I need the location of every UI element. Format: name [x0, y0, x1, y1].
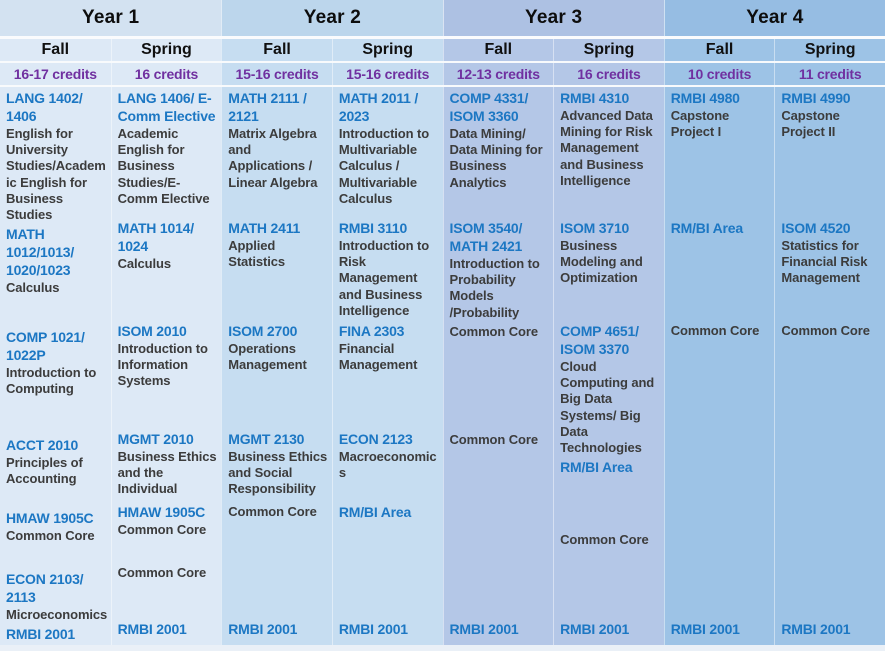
course-title: Common Core: [117, 565, 207, 580]
course-column-year2-spring: [332, 87, 443, 645]
credits-label: 11 credits: [798, 66, 862, 82]
course-title: Advanced Data Mining for Risk Management and Business Intelligence: [560, 107, 653, 188]
course-title: Common Core: [228, 504, 317, 519]
course-code: RMBI 2001: [117, 621, 187, 637]
course-title: Statistics for Financial Risk Management: [781, 237, 868, 286]
semester-label: Fall: [263, 41, 291, 58]
credits-label: 15-16 credits: [346, 66, 430, 82]
course-code: LANG 1406/ E-Comm Elective: [117, 90, 216, 124]
course-code: ISOM 2010: [117, 323, 187, 339]
semester-header-year4-fall: [664, 39, 775, 61]
year-header-3: [443, 0, 664, 36]
course-code: RMBI 2001: [6, 626, 76, 643]
course-cell: [0, 623, 111, 645]
semester-label: Spring: [141, 41, 192, 58]
semester-header-year3-spring: [553, 39, 664, 61]
course-cell: [0, 326, 111, 434]
course-title: Capstone Project I: [670, 107, 730, 140]
course-code: RMBI 2001: [781, 621, 851, 637]
course-cell: [665, 320, 775, 428]
course-cell: [665, 501, 775, 562]
course-cell: [554, 618, 664, 645]
credits-year2-fall: [221, 63, 332, 85]
course-title: Calculus: [6, 280, 60, 296]
course-title: Financial Management: [338, 340, 418, 373]
course-code: HMAW 1905C: [117, 504, 206, 520]
course-code: RMBI 2001: [449, 621, 519, 637]
course-cell: [665, 217, 775, 320]
semester-header-year4-spring: [774, 39, 885, 61]
course-cell: [333, 562, 443, 618]
course-column-year1-fall: [0, 87, 111, 645]
course-column-year1-spring: [111, 87, 222, 645]
course-code: ACCT 2010: [6, 437, 79, 454]
course-title: Matrix Algebra and Applications / Linear Algebra: [228, 125, 318, 190]
course-code: RMBI 2001: [560, 621, 630, 637]
course-cell: [665, 562, 775, 618]
course-cell: [0, 87, 111, 223]
semester-header-row: [0, 39, 885, 61]
course-title: Capstone Project II: [781, 107, 840, 140]
course-code: RMBI 4980: [670, 90, 740, 106]
course-cell: [554, 87, 664, 217]
course-code: HMAW 1905C: [6, 510, 94, 527]
course-code: MGMT 2130: [228, 431, 305, 447]
course-cell: [775, 618, 885, 645]
course-cell: [222, 501, 332, 562]
course-code: FINA 2303: [338, 323, 405, 339]
course-cell: [222, 562, 332, 618]
course-code: COMP 4651/ ISOM 3370: [560, 323, 639, 357]
year-label: Year 3: [525, 7, 583, 28]
course-title: Calculus: [117, 255, 172, 271]
course-cell: [444, 618, 554, 645]
course-cell: [444, 563, 554, 618]
semester-label: Fall: [41, 41, 70, 58]
course-column-year2-fall: [221, 87, 332, 645]
credits-label: 15-16 credits: [235, 66, 319, 82]
course-grid: [0, 87, 885, 645]
semester-label: Spring: [583, 41, 635, 58]
course-code: MATH 2011 / 2023: [338, 90, 419, 124]
course-title: Common Core: [449, 431, 538, 447]
semester-header-year1-spring: [111, 39, 222, 61]
course-cell: [775, 217, 885, 320]
bottom-margin: [0, 645, 885, 651]
course-cell: [333, 501, 443, 562]
course-cell: [112, 217, 222, 320]
year-header-1: [0, 0, 221, 36]
course-cell: [775, 562, 885, 618]
semester-header-year1-fall: [0, 39, 111, 61]
course-code: MATH 2111 / 2121: [228, 90, 307, 124]
course-code: ISOM 3710: [560, 220, 630, 236]
course-cell: [775, 320, 885, 428]
course-code: RMBI 4990: [781, 90, 851, 106]
course-title: English for University Studies/Academic English for Business Studies: [6, 125, 106, 223]
course-cell: [222, 428, 332, 501]
course-title: Operations Management: [228, 340, 307, 373]
course-cell: [554, 529, 664, 590]
course-title: Introduction to Multivariable Calculus / Multivariable Calculus: [338, 125, 430, 206]
course-cell: [554, 217, 664, 320]
course-code: RMBI 4310: [560, 90, 630, 106]
course-code: ECON 2103/ 2113: [6, 571, 84, 606]
semester-header-year2-fall: [221, 39, 332, 61]
course-title: Microeconomics: [6, 607, 108, 623]
credits-year2-spring: [332, 63, 443, 85]
course-cell: [665, 618, 775, 645]
course-cell: [222, 87, 332, 217]
course-cell: [444, 429, 554, 502]
course-cell: [333, 618, 443, 645]
course-column-year4-fall: [664, 87, 775, 645]
course-code: LANG 1402/ 1406: [6, 90, 83, 124]
year-label: Year 1: [82, 7, 140, 28]
credits-year4-fall: [664, 63, 775, 85]
course-cell: [0, 568, 111, 623]
course-cell: [554, 590, 664, 618]
year-header-2: [221, 0, 442, 36]
course-title: Macroeconomics: [338, 448, 437, 481]
course-cell: [665, 87, 775, 217]
credits-year4-spring: [774, 63, 885, 85]
course-cell: [665, 428, 775, 501]
credits-year1-spring: [111, 63, 222, 85]
course-cell: [112, 428, 222, 501]
course-code: MATH 1014/ 1024: [117, 220, 194, 254]
year-header-row: [0, 0, 885, 36]
course-code: RMBI 3110: [338, 220, 408, 236]
course-cell: [0, 223, 111, 326]
course-title: Common Core: [449, 323, 538, 339]
credits-label: 12-13 credits: [456, 66, 540, 82]
course-code: RMBI 2001: [670, 621, 740, 637]
course-column-year3-spring: [553, 87, 664, 645]
course-code: COMP 4331/ ISOM 3360: [449, 90, 529, 124]
credits-year3-fall: [443, 63, 554, 85]
course-cell: [333, 320, 443, 428]
course-title: Business Ethics and the Individual: [117, 448, 217, 497]
course-code: RM/BI Area: [670, 220, 743, 236]
course-title: Cloud Computing and Big Data Systems/ Big Data Technologies: [560, 358, 655, 456]
course-cell: [444, 217, 554, 321]
course-title: Common Core: [781, 323, 870, 338]
credits-label: 16 credits: [577, 66, 641, 82]
course-cell: [222, 618, 332, 645]
course-title: Introduction to Risk Management and Business Intelligence: [338, 237, 430, 318]
course-cell: [333, 428, 443, 501]
semester-label: Spring: [804, 41, 856, 58]
year-label: Year 2: [303, 7, 361, 28]
course-cell: [444, 321, 554, 429]
semester-label: Fall: [705, 41, 734, 58]
course-cell: [0, 434, 111, 507]
semester-header-year3-fall: [443, 39, 554, 61]
course-code: ECON 2123: [338, 431, 413, 447]
course-title: Applied Statistics: [228, 237, 286, 270]
course-code: MATH 2411: [228, 220, 301, 236]
course-code: ISOM 4520: [781, 220, 851, 236]
credits-label: 16 credits: [134, 66, 199, 82]
course-cell: [775, 87, 885, 217]
course-code: RMBI 2001: [228, 621, 298, 637]
course-cell: [444, 87, 554, 217]
credits-year1-fall: [0, 63, 111, 85]
credits-label: 16-17 credits: [13, 66, 97, 82]
course-title: Data Mining/ Data Mining for Business Analytics: [449, 125, 543, 190]
course-cell: [112, 618, 222, 645]
course-code: COMP 1021/ 1022P: [6, 329, 85, 364]
year-header-4: [664, 0, 885, 36]
course-title: Introduction to Probability Models /Probability: [449, 255, 540, 320]
course-code: ISOM 2700: [228, 323, 298, 339]
course-title: Business Ethics and Social Responsibility: [228, 448, 328, 497]
course-title: Common Core: [670, 323, 760, 338]
course-code: RM/BI Area: [560, 459, 633, 476]
course-title: Common Core: [560, 532, 649, 548]
course-cell: [333, 217, 443, 320]
course-title: Common Core: [6, 528, 95, 544]
semester-label: Spring: [362, 41, 414, 58]
course-cell: [222, 217, 332, 320]
course-title: Business Modeling and Optimization: [560, 237, 643, 286]
credits-year3-spring: [553, 63, 664, 85]
course-cell: [0, 507, 111, 568]
course-cell: [333, 87, 443, 217]
course-code: RMBI 2001: [338, 621, 408, 637]
semester-label: Fall: [484, 41, 513, 58]
course-cell: [222, 320, 332, 428]
course-title: Common Core: [117, 521, 207, 537]
course-cell: [112, 501, 222, 562]
year-label: Year 4: [746, 7, 804, 28]
credits-row: [0, 63, 885, 85]
course-cell: [775, 428, 885, 501]
course-cell: [444, 502, 554, 563]
course-code: ISOM 3540/ MATH 2421: [449, 220, 523, 254]
course-code: MATH 1012/1013/ 1020/1023: [6, 226, 75, 279]
course-title: Academic English for Business Studies/E-Comm Elective: [117, 125, 210, 206]
course-code: RM/BI Area: [338, 504, 412, 520]
course-cell: [112, 562, 222, 618]
course-column-year4-spring: [774, 87, 885, 645]
course-column-year3-fall: [443, 87, 554, 645]
course-cell: [775, 501, 885, 562]
course-cell: [112, 87, 222, 217]
course-cell: [554, 320, 664, 456]
course-title: Introduction to Information Systems: [117, 340, 208, 389]
course-cell: [112, 320, 222, 428]
course-title: Introduction to Computing: [6, 365, 97, 397]
course-cell: [554, 456, 664, 529]
course-code: MGMT 2010: [117, 431, 194, 447]
course-title: Principles of Accounting: [6, 455, 83, 487]
semester-header-year2-spring: [332, 39, 443, 61]
credits-label: 10 credits: [687, 66, 752, 82]
